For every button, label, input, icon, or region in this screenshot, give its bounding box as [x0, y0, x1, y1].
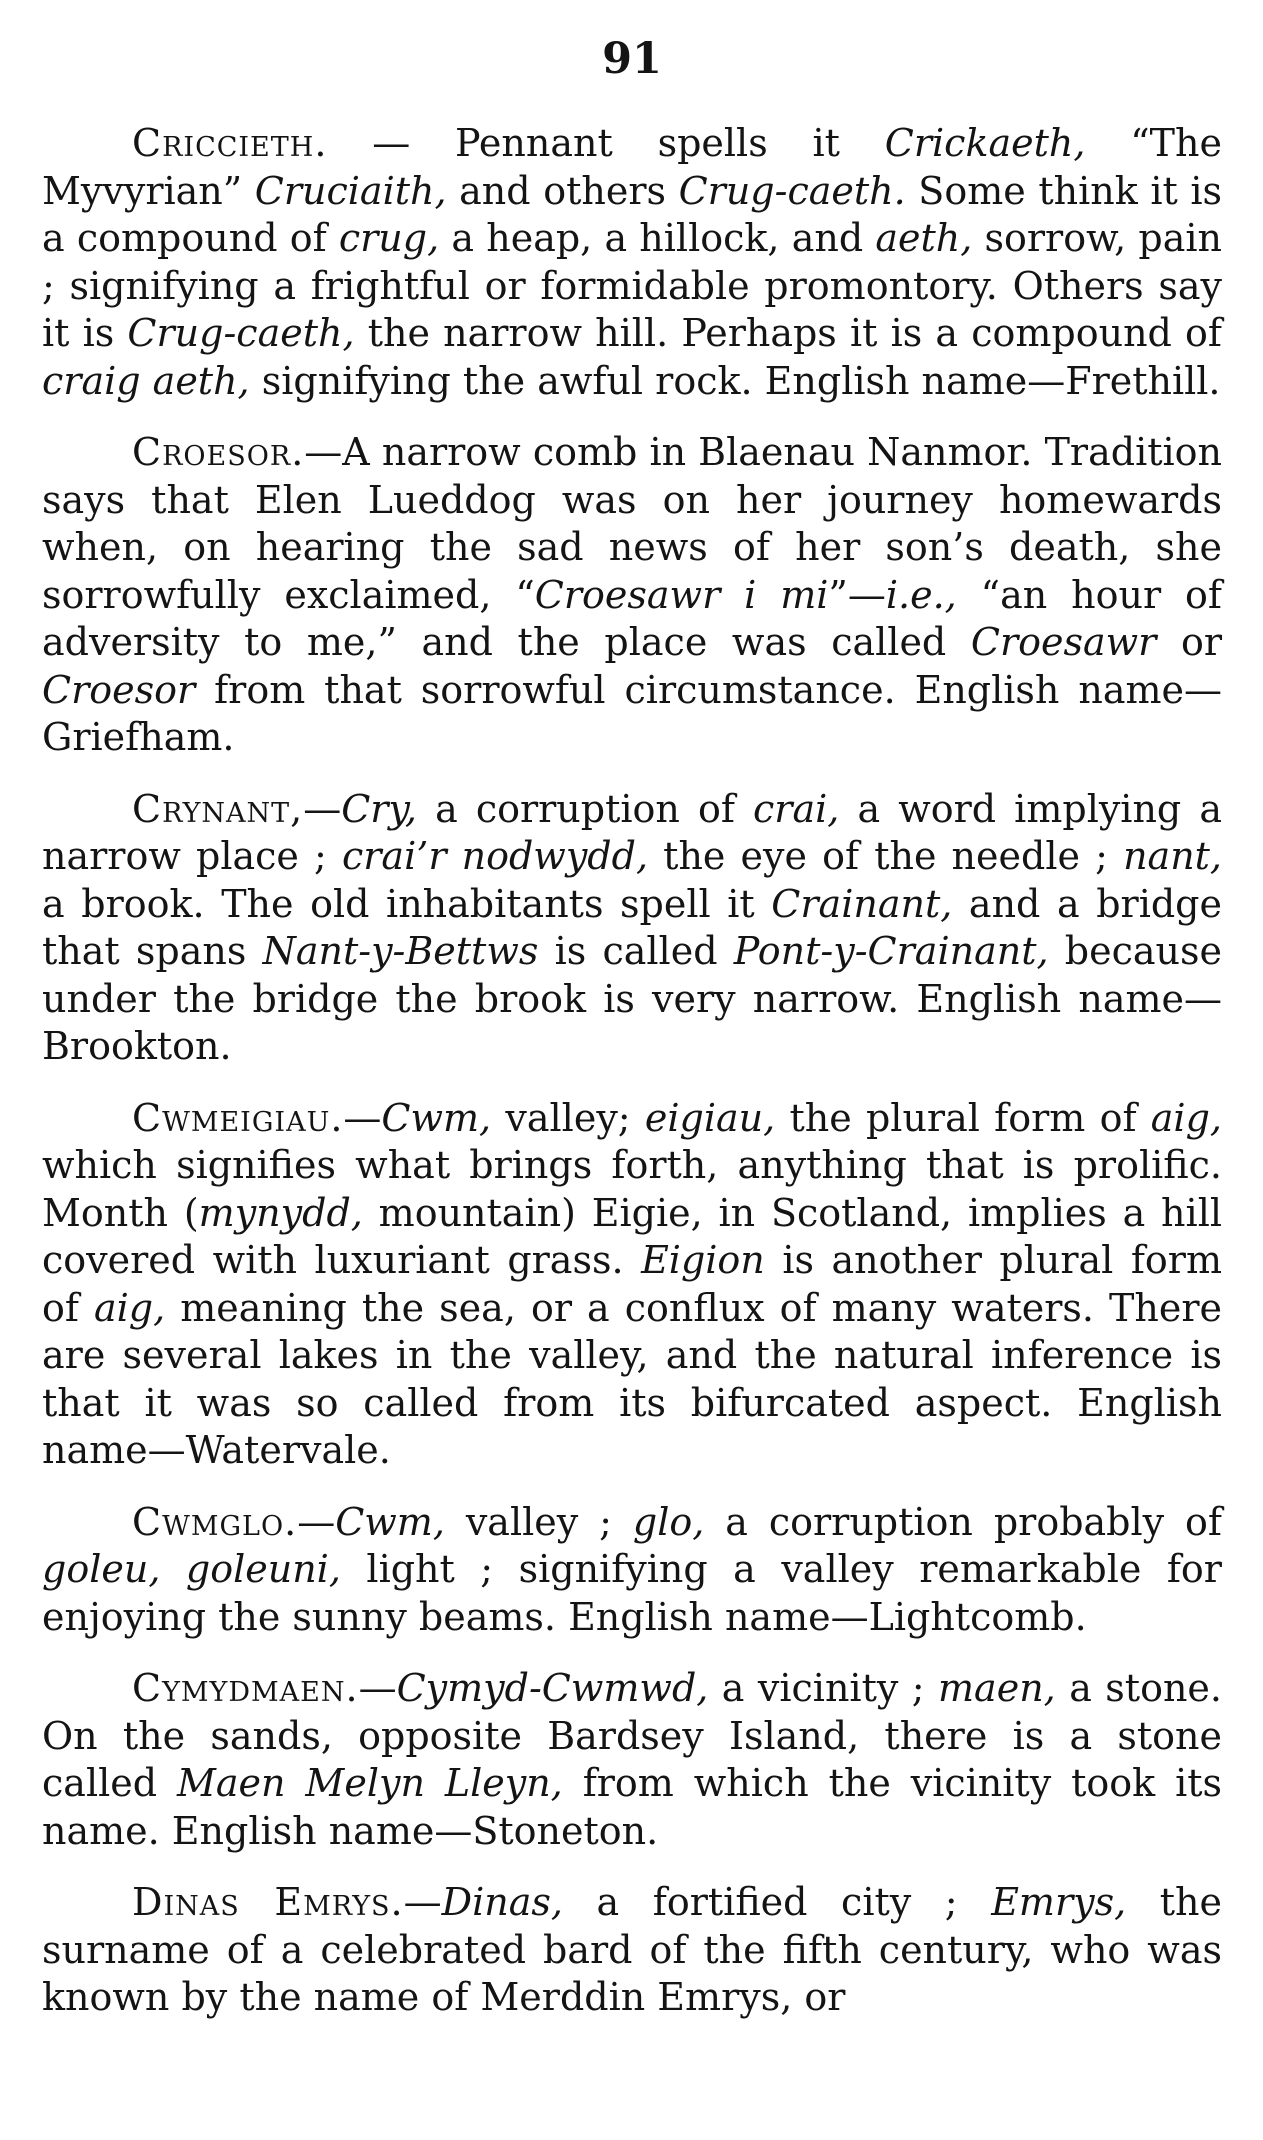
entry-text: a word implying a narrow place ;	[42, 786, 1223, 878]
book-page	[42, 0, 1222, 2140]
entry-text: the plural form of	[775, 1095, 1151, 1140]
entry-text: —	[358, 1666, 397, 1710]
italic-term: crug,	[338, 216, 440, 260]
italic-term: Emrys,	[991, 1880, 1127, 1924]
entry-text: is called	[538, 929, 734, 973]
entry-paragraph	[42, 120, 1222, 405]
entry-text: is another plural form of	[42, 1238, 1222, 1330]
italic-term: Crainant,	[771, 881, 953, 926]
italic-term: Nant-y-Bettws	[262, 929, 539, 973]
entry-text: and others	[446, 168, 679, 213]
entry-paragraph	[42, 1499, 1222, 1642]
entry-text: from that sorrowful circumstance. English name—Griefham.	[42, 667, 1222, 759]
entry-text: — Pennant spells it	[327, 121, 885, 165]
entry-text: mountain) Eigie, in Scotland, implies a hill covered with luxuriant grass.	[42, 1190, 1222, 1282]
italic-term: goleu, goleuni,	[42, 1547, 341, 1591]
entry-text: the eye of the needle ;	[648, 834, 1124, 878]
entry-text: “The Myvyrian”	[42, 121, 1222, 213]
entry-text: light ; signifying a valley remarkable for enjoying the sunny beams. English name—Lightcomb.	[42, 1547, 1222, 1639]
entry-text: “an hour of adversity to me,” and the place was called	[42, 572, 1222, 664]
entry-text: and a bridge that spans	[42, 881, 1222, 973]
entry-text: which signifies what brings forth, anything that is prolific. Month (	[42, 1143, 1222, 1235]
italic-term: Pont-y-Crainant,	[733, 929, 1049, 973]
page-number: 91	[602, 34, 662, 84]
entry-text: a fortified city ;	[562, 1880, 992, 1924]
italic-term: aig,	[94, 1285, 166, 1330]
entry-text: Some think it is a compound of	[42, 168, 1222, 260]
entry-text: a heap, a hillock, and	[439, 216, 876, 260]
entry-text: a corruption probably of	[704, 1499, 1222, 1544]
italic-term: Cymyd-Cwmwd,	[396, 1666, 709, 1710]
entry-paragraph	[42, 1879, 1222, 2022]
entry-paragraph	[42, 429, 1222, 762]
italic-term: maen,	[938, 1666, 1056, 1710]
entry-paragraph	[42, 1665, 1222, 1855]
entry-headword: Dinas Emrys.	[132, 1880, 404, 1924]
entry-text: —A narrow comb in Blaenau Nanmor. Tradition says that Elen Lueddog was on her journey homewards when, on hearing the sad news of her son’s death, she sorrowfully exclaimed, “	[42, 430, 1222, 617]
entry-text: a brook. The old inhabitants spell it	[42, 881, 772, 926]
gazetteer-entries	[42, 120, 1222, 2046]
italic-term: craig aeth,	[42, 358, 250, 403]
entry-headword: Criccieth.	[132, 121, 328, 165]
entry-text: ”—	[828, 572, 886, 617]
entry-headword: Crynant,	[132, 786, 304, 831]
entry-text: signifying the awful rock. English name—Frethill.	[249, 358, 1221, 403]
entry-headword: Cymydmaen.	[132, 1666, 359, 1710]
italic-term: Crug-caeth,	[127, 311, 355, 355]
italic-term: Croesor	[42, 667, 196, 712]
entry-text: from which the vicinity took its name. English name—Stoneton.	[42, 1761, 1223, 1853]
italic-term: eigiau,	[644, 1095, 776, 1140]
italic-term: aig,	[1150, 1095, 1222, 1140]
entry-text: —	[403, 1880, 442, 1924]
italic-term: crai’r nodwydd,	[341, 834, 649, 878]
entry-text: —	[343, 1095, 382, 1140]
entry-text: a vicinity ;	[708, 1666, 939, 1710]
italic-term: nant,	[1123, 834, 1223, 878]
entry-text: sorrow, pain ; signifying a frightful or formidable promontory. Others say it is	[42, 216, 1222, 355]
italic-term: Cwm,	[381, 1095, 492, 1140]
italic-term: glo,	[632, 1499, 705, 1544]
entry-headword: Cwmglo.	[132, 1499, 298, 1544]
entry-text: meaning the sea, or a conflux of many waters. There are several lakes in the valley, and the natural inference is that it was so called from its bifurcated aspect. English name—Watervale.	[42, 1285, 1222, 1472]
entry-text: the surname of a celebrated bard of the fifth century, who was known by the name of Merddin Emrys, or	[42, 1880, 1222, 2019]
italic-term: aeth,	[875, 216, 973, 260]
entry-headword: Croesor.	[132, 430, 305, 474]
entry-text: the narrow hill. Perhaps it is a compound of	[354, 311, 1222, 355]
entry-text: a corruption of	[416, 786, 754, 831]
italic-term: Cwm,	[335, 1499, 445, 1544]
italic-term: Dinas,	[441, 1880, 563, 1924]
entry-headword: Cwmeigiau.	[132, 1095, 344, 1140]
entry-paragraph	[42, 1095, 1222, 1475]
italic-term: crai,	[753, 786, 840, 831]
italic-term: Eigion	[641, 1238, 765, 1282]
entry-paragraph	[42, 786, 1222, 1071]
italic-term: Crug-caeth.	[678, 168, 906, 213]
italic-term: i.e.,	[885, 572, 957, 617]
entry-text: valley;	[491, 1095, 645, 1140]
entry-text: —	[303, 786, 342, 831]
italic-term: Cry,	[341, 786, 417, 831]
italic-term: Crickaeth,	[884, 121, 1086, 165]
italic-term: Maen Melyn Lleyn,	[176, 1761, 563, 1805]
entry-text: because under the bridge the brook is very narrow. English name—Brookton.	[42, 929, 1222, 1068]
entry-text: valley ;	[444, 1499, 633, 1544]
italic-term: Croesawr	[970, 620, 1157, 664]
entry-text: or	[1156, 620, 1222, 664]
italic-term: Cruciaith,	[254, 168, 447, 213]
entry-text: a stone. On the sands, opposite Bardsey Island, there is a stone called	[42, 1666, 1222, 1805]
italic-term: Croesawr i mi	[534, 572, 829, 617]
entry-text: —	[297, 1499, 336, 1544]
italic-term: mynydd,	[198, 1190, 363, 1235]
